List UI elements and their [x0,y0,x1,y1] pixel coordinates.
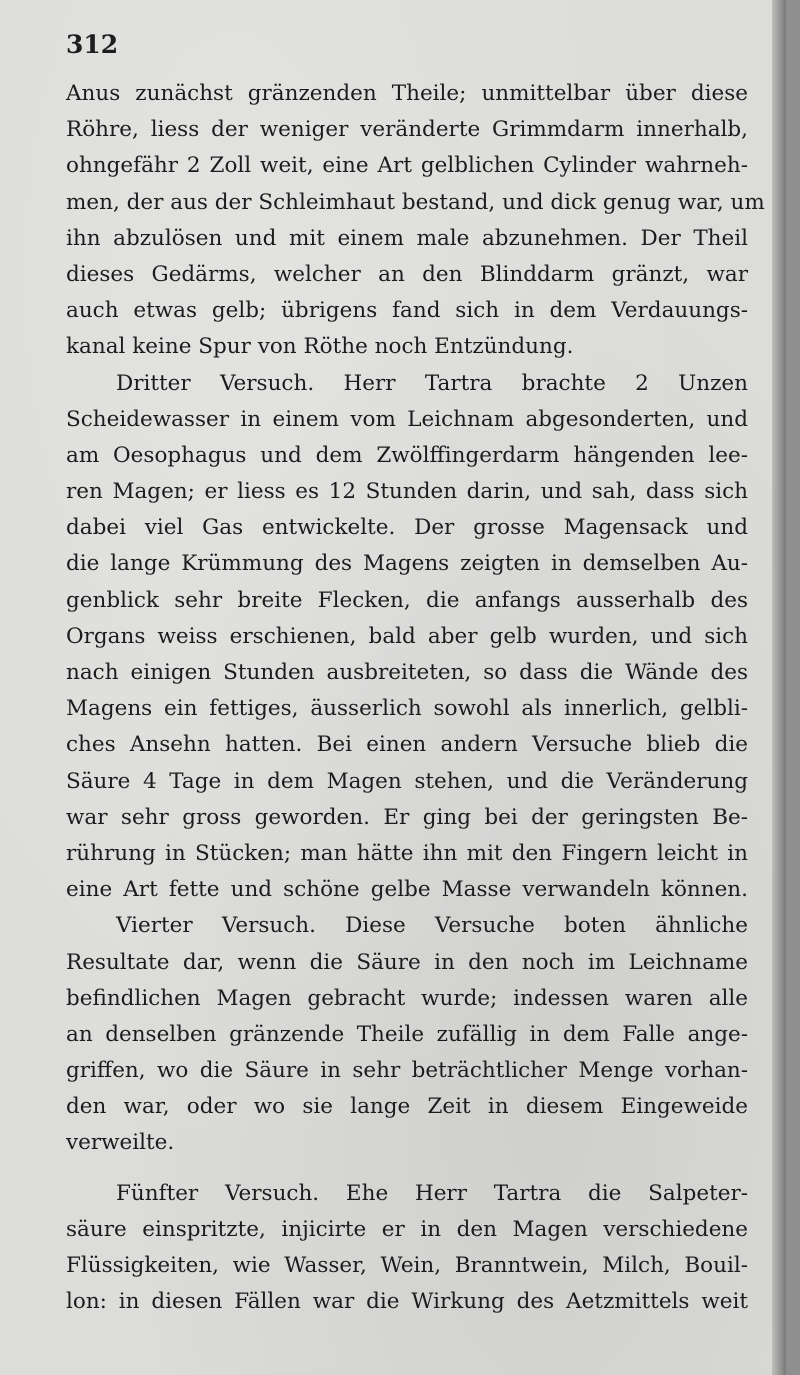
text-line: dieses Gedärms, welcher an den Blinddarm gränzt, war [66,261,748,287]
text-line: am Oesophagus und dem Zwölffingerdarm hängenden lee- [66,442,748,468]
text-line: men, der aus der Schleimhaut bestand, und dick genug war, um [66,189,765,215]
text-line: auch etwas gelb; übrigens fand sich in dem Verdauungs- [66,298,748,324]
text-line: verweilte. [66,1130,175,1156]
paragraph-gap [66,1162,748,1176]
text-line: säure einspritzte, injicirte er in den Magen verschiedene [66,1216,748,1242]
text-line: war sehr gross geworden. Er ging bei der geringsten Be- [66,804,748,830]
text-line: ihn abzulösen und mit einem male abzunehmen. Der Theil [66,225,748,251]
text-line: an denselben gränzende Theile zufällig in dem Falle ange- [66,1021,748,1047]
section-heading-line: Dritter Versuch. Herr Tartra brachte 2 Unzen [116,370,748,396]
text-line: genblick sehr breite Flecken, die anfangs ausserhalb des [66,587,748,613]
text-line: Säure 4 Tage in dem Magen stehen, und die Veränderung [66,768,748,794]
body-text [66,76,765,1320]
text-line: Organs weiss erschienen, bald aber gelb wurden, und sich [66,623,748,649]
text-line: ren Magen; er liess es 12 Stunden darin, und sah, dass sich [66,479,748,505]
text-line: dabei viel Gas entwickelte. Der grosse Magensack und [66,515,748,541]
text-line: rührung in Stücken; man hätte ihn mit den Fingern leicht in [66,840,748,866]
section-heading-line: Fünfter Versuch. Ehe Herr Tartra die Salpeter- [116,1180,748,1206]
page-edge-shadow [772,0,786,1375]
text-line: griffen, wo die Säure in sehr beträchtlicher Menge vorhan- [66,1058,748,1084]
text-line: den war, oder wo sie lange Zeit in diesem Eingeweide [66,1094,748,1120]
text-line: nach einigen Stunden ausbreiteten, so dass die Wände des [66,660,748,685]
text-line: ches Ansehn hatten. Bei einen andern Versuche blieb die [66,732,748,758]
text-line: befindlichen Magen gebracht wurde; indessen waren alle [66,985,748,1011]
text-line: Magens ein fettiges, äusserlich sowohl als innerlich, gelbli- [66,696,748,722]
text-line: eine Art fette und schöne gelbe Masse verwandeln können. [66,877,748,903]
section-heading-line: Vierter Versuch. Diese Versuche boten ähnliche [116,913,748,939]
text-line: die lange Krümmung des Magens zeigten in demselben Au- [66,551,748,577]
text-line: Resultate dar, wenn die Säure in den noch im Leichname [66,949,748,975]
text-line: Anus zunächst gränzenden Theile; unmittelbar über diese [66,81,748,106]
page-number: 312 [66,30,119,59]
text-line: Röhre, liess der weniger veränderte Grimmdarm innerhalb, [66,117,748,143]
text-line: Scheidewasser in einem vom Leichnam abgesonderten, und [66,406,748,432]
text-line: ohngefähr 2 Zoll weit, eine Art gelblichen Cylinder wahrneh- [66,153,748,179]
text-line: lon: in diesen Fällen war die Wirkung des Aetzmittels weit [66,1289,748,1315]
text-line: Flüssigkeiten, wie Wasser, Wein, Branntwein, Milch, Bouil- [66,1253,748,1278]
text-line: kanal keine Spur von Röthe noch Entzündung. [66,334,574,360]
